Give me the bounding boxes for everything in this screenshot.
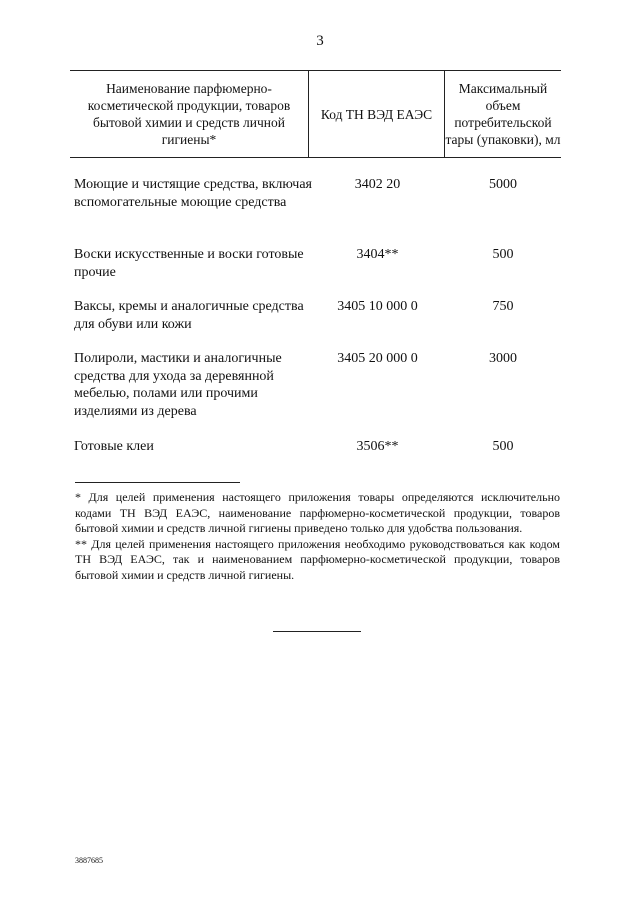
document-id: 3887685	[75, 856, 103, 865]
header-product-name: Наименование парфюмерно-косметической продукции, товаров бытовой химии и средств личной гигиены*	[70, 71, 309, 157]
footnote-single-asterisk: * Для целей применения настоящего приложения товары определяются исключительно кодами ТН ВЭД ЕАЭС, наименование парфюмерно-косметической продукции, товаров бытовой химии и средств личной гигиены приведено только для удобства пользования.	[75, 490, 560, 535]
row-product-name: Ваксы, кремы и аналогичные средства для обуви или кожи	[74, 299, 304, 332]
row-code: 3402 20	[354, 177, 401, 192]
table-header	[70, 70, 561, 158]
row-code: 3405 10 000 0	[337, 299, 418, 314]
row-product-name: Полироли, мастики и аналогичные средства для ухода за деревянной мебелью, полами или прочими изделиями из дерева	[74, 351, 282, 419]
row-product-name: Готовые клеи	[74, 439, 154, 454]
products-table	[70, 70, 561, 454]
row-volume: 500	[492, 247, 514, 262]
page-number: 3	[316, 33, 324, 49]
footnotes	[75, 490, 560, 583]
row-product-name: Моющие и чистящие средства, включая вспомогательные моющие средства	[74, 177, 312, 210]
header-max-volume: Максимальный объем потребительской тары (упаковки), мл	[445, 81, 561, 147]
row-volume: 3000	[489, 351, 517, 366]
row-code: 3405 20 000 0	[337, 351, 418, 366]
footnote-double-asterisk: ** Для целей применения настоящего приложения необходимо руководствоваться как кодом ТН ВЭД ЕАЭС, так и наименованием парфюмерно-косметической продукции, товаров бытовой химии и средств личной гигиены.	[75, 536, 560, 582]
end-of-document-rule	[273, 631, 361, 632]
row-code: 3506**	[356, 439, 399, 454]
row-volume: 5000	[489, 177, 517, 192]
row-product-name: Воски искусственные и воски готовые прочие	[74, 247, 304, 280]
row-volume: 750	[492, 299, 514, 314]
header-tn-ved-code: Код ТН ВЭД ЕАЭС	[309, 71, 445, 157]
row-volume: 500	[492, 439, 514, 454]
footnote-separator	[75, 482, 240, 483]
row-code: 3404**	[356, 247, 399, 262]
